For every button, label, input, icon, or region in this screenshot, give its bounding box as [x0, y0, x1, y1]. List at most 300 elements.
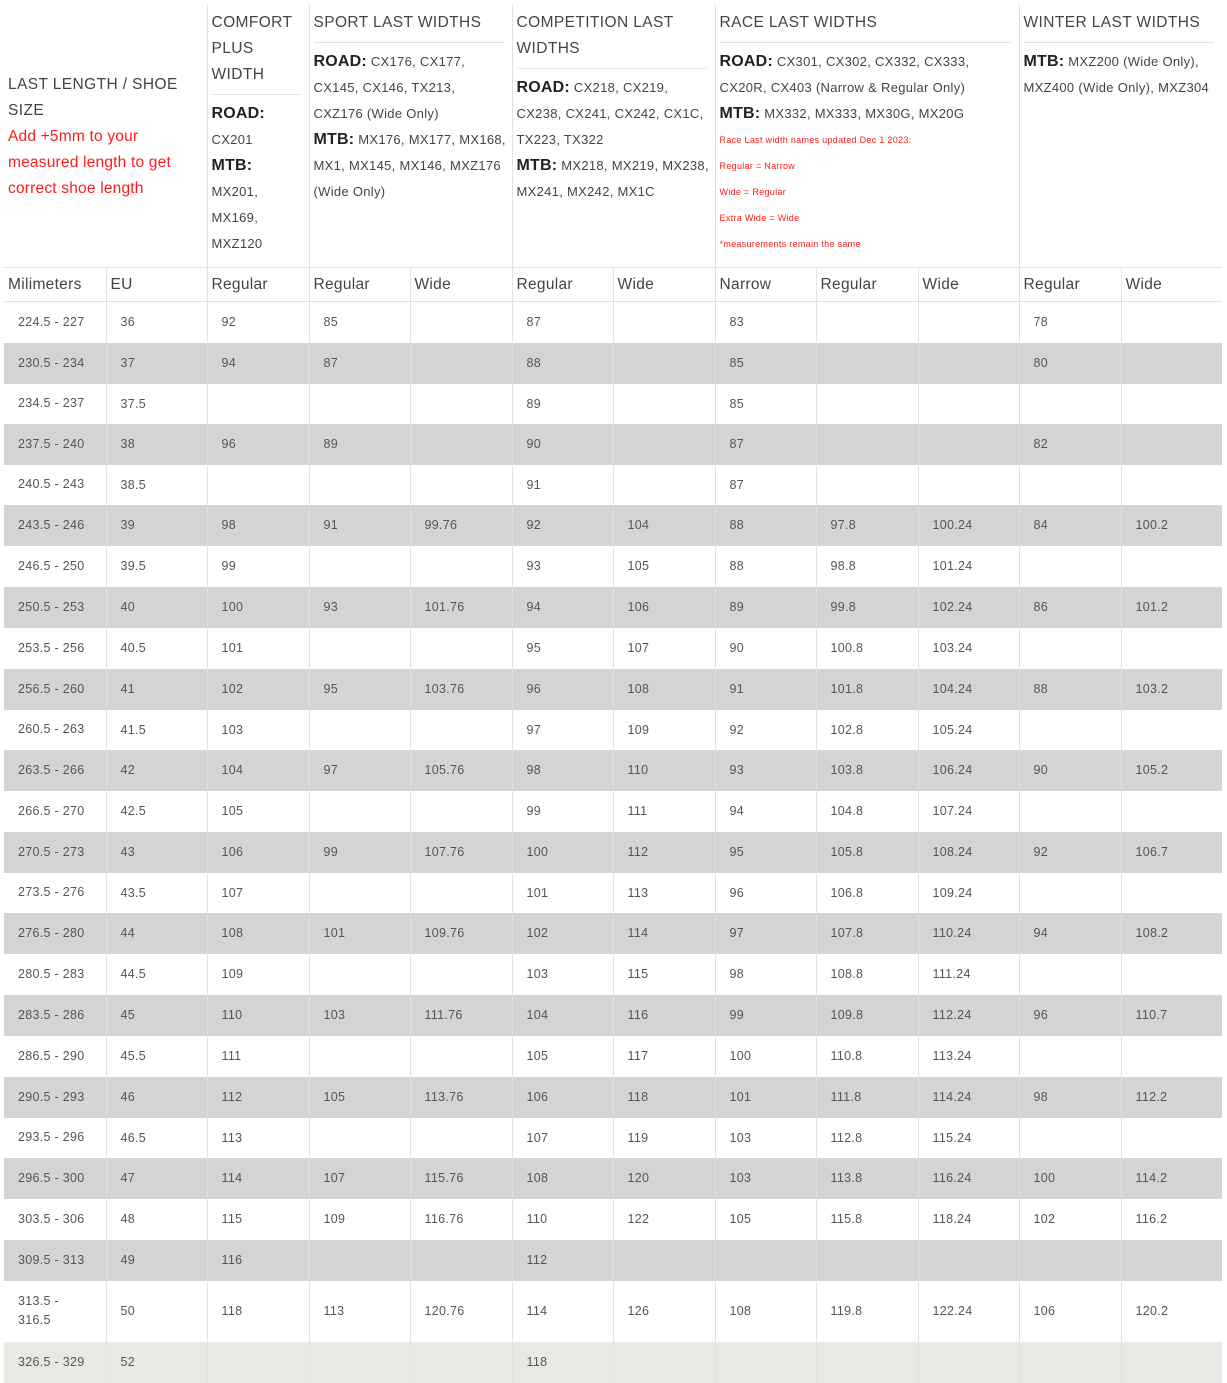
table-cell — [410, 1240, 512, 1281]
table-row — [4, 791, 1222, 832]
table-cell: 95 — [512, 628, 613, 669]
table-cell: 113 — [207, 1118, 309, 1158]
table-cell: 48 — [106, 1199, 207, 1240]
table-cell: 105 — [715, 1199, 816, 1240]
table-cell: 111.24 — [918, 954, 1019, 995]
table-cell: 93 — [715, 750, 816, 791]
table-cell: 39.5 — [106, 546, 207, 587]
table-cell — [1121, 546, 1222, 587]
table-cell: 45.5 — [106, 1036, 207, 1077]
table-cell: 110.24 — [918, 913, 1019, 954]
table-cell: 87 — [309, 343, 410, 384]
table-cell — [309, 710, 410, 750]
table-cell — [918, 343, 1019, 384]
table-cell: 120 — [613, 1158, 715, 1199]
competition-mtb-codes: MX218, MX219, MX238, MX241, MX242, MX1C — [516, 158, 709, 199]
table-cell: 105.76 — [410, 750, 512, 791]
table-cell: 41.5 — [106, 710, 207, 750]
table-row — [4, 1036, 1222, 1077]
table-cell: 98.8 — [816, 546, 918, 587]
table-row — [4, 587, 1222, 628]
table-cell: 97.8 — [816, 505, 918, 546]
table-cell: 111 — [613, 791, 715, 832]
table-cell — [1121, 424, 1222, 465]
table-cell: 107 — [613, 628, 715, 669]
table-cell: 106 — [207, 832, 309, 873]
table-cell: 46.5 — [106, 1118, 207, 1158]
table-cell: 116 — [207, 1240, 309, 1281]
table-cell — [410, 791, 512, 832]
table-cell: 114 — [512, 1281, 613, 1342]
race-header — [715, 4, 1019, 268]
table-cell — [410, 628, 512, 669]
table-cell: 94 — [207, 343, 309, 384]
table-cell — [410, 343, 512, 384]
table-cell — [918, 465, 1019, 505]
table-cell — [410, 302, 512, 343]
competition-road-codes: CX218, CX219, CX238, CX241, CX242, CX1C, TX223, TX322 — [516, 80, 704, 147]
comfort-header — [207, 4, 309, 268]
table-cell: 91 — [512, 465, 613, 505]
table-cell: 119.8 — [816, 1281, 918, 1342]
table-cell — [207, 465, 309, 505]
table-cell — [207, 384, 309, 424]
table-cell: 237.5 - 240 — [4, 424, 106, 465]
table-row — [4, 1281, 1222, 1342]
race-note: Wide = Regular — [719, 187, 787, 197]
table-cell — [309, 465, 410, 505]
table-cell: 100 — [207, 587, 309, 628]
table-cell: 96 — [207, 424, 309, 465]
table-cell: 243.5 - 246 — [4, 505, 106, 546]
table-cell: 99 — [309, 832, 410, 873]
table-row — [4, 1199, 1222, 1240]
table-cell: 246.5 - 250 — [4, 546, 106, 587]
table-cell — [1019, 1118, 1121, 1158]
race-road-label: ROAD: — [719, 53, 773, 70]
table-cell — [1019, 546, 1121, 587]
table-cell: 230.5 - 234 — [4, 343, 106, 384]
table-cell: 97 — [715, 913, 816, 954]
table-cell: 105 — [512, 1036, 613, 1077]
table-cell: 115.8 — [816, 1199, 918, 1240]
table-cell: 115 — [613, 954, 715, 995]
table-cell: 116 — [613, 995, 715, 1036]
table-cell: 106.8 — [816, 873, 918, 913]
table-cell: 103.8 — [816, 750, 918, 791]
table-row — [4, 384, 1222, 424]
table-cell: 103 — [207, 710, 309, 750]
table-cell: 103.2 — [1121, 669, 1222, 710]
table-cell: 114 — [613, 913, 715, 954]
table-cell: 91 — [309, 505, 410, 546]
table-cell — [1019, 1342, 1121, 1383]
table-cell: 250.5 - 253 — [4, 587, 106, 628]
table-cell — [613, 384, 715, 424]
table-cell: 110.8 — [816, 1036, 918, 1077]
table-row — [4, 913, 1222, 954]
table-cell: 240.5 - 243 — [4, 465, 106, 505]
table-cell: 98 — [1019, 1077, 1121, 1118]
table-cell: 45 — [106, 995, 207, 1036]
table-cell — [613, 465, 715, 505]
table-cell: 112.24 — [918, 995, 1019, 1036]
table-cell: 114.24 — [918, 1077, 1019, 1118]
table-cell: 105 — [309, 1077, 410, 1118]
table-cell — [410, 546, 512, 587]
race-road-codes: CX301, CX302, CX332, CX333, CX20R, CX403 (Narrow & Regular Only) — [719, 54, 970, 95]
table-row — [4, 1342, 1222, 1383]
table-cell: 86 — [1019, 587, 1121, 628]
comfort-title: COMFORT PLUS WIDTH — [212, 10, 301, 95]
table-cell — [816, 424, 918, 465]
race-note: Race Last width names updated Dec 1 2023: — [719, 135, 912, 145]
table-row — [4, 832, 1222, 873]
table-cell: 96 — [512, 669, 613, 710]
table-cell: 104 — [512, 995, 613, 1036]
table-cell: 100.2 — [1121, 505, 1222, 546]
table-cell — [1121, 465, 1222, 505]
table-cell — [410, 1036, 512, 1077]
table-cell: 270.5 - 273 — [4, 832, 106, 873]
table-cell: 113.76 — [410, 1077, 512, 1118]
table-cell: 104 — [613, 505, 715, 546]
table-cell — [715, 1342, 816, 1383]
table-cell — [1121, 343, 1222, 384]
table-cell — [1121, 384, 1222, 424]
table-cell: 112 — [512, 1240, 613, 1281]
table-cell: 102.8 — [816, 710, 918, 750]
table-cell — [1121, 954, 1222, 995]
table-cell — [918, 1240, 1019, 1281]
table-row — [4, 424, 1222, 465]
table-cell: 280.5 - 283 — [4, 954, 106, 995]
table-cell: 94 — [512, 587, 613, 628]
table-cell: 103 — [715, 1158, 816, 1199]
table-cell: 85 — [715, 343, 816, 384]
race-note: *measurements remain the same — [719, 239, 861, 249]
race-note: Regular = Narrow — [719, 161, 796, 171]
race-mtb-codes: MX332, MX333, MX30G, MX20G — [764, 106, 965, 121]
column-header: Wide — [918, 268, 1019, 302]
table-cell: 107.24 — [918, 791, 1019, 832]
table-cell: 104.8 — [816, 791, 918, 832]
table-cell — [715, 1240, 816, 1281]
sport-header — [309, 4, 512, 268]
group-header-row — [4, 4, 1222, 268]
table-cell: 87 — [715, 465, 816, 505]
table-cell: 108 — [207, 913, 309, 954]
table-cell: 122.24 — [918, 1281, 1019, 1342]
table-cell: 40.5 — [106, 628, 207, 669]
race-title: RACE LAST WIDTHS — [720, 10, 1011, 43]
table-cell — [613, 1240, 715, 1281]
winter-mtb-codes: MXZ200 (Wide Only), MXZ400 (Wide Only), MXZ304 — [1023, 54, 1210, 95]
table-cell — [918, 302, 1019, 343]
table-cell: 283.5 - 286 — [4, 995, 106, 1036]
table-cell: 108 — [715, 1281, 816, 1342]
table-cell — [918, 384, 1019, 424]
table-cell: 112 — [613, 832, 715, 873]
table-cell: 103.24 — [918, 628, 1019, 669]
table-cell: 80 — [1019, 343, 1121, 384]
table-cell: 309.5 - 313 — [4, 1240, 106, 1281]
table-cell: 103 — [512, 954, 613, 995]
column-header: EU — [106, 268, 207, 302]
column-header: Wide — [1121, 268, 1222, 302]
table-cell — [1019, 954, 1121, 995]
table-cell: 104 — [207, 750, 309, 791]
table-cell: 52 — [106, 1342, 207, 1383]
race-note: Extra Wide = Wide — [719, 213, 800, 223]
table-cell: 93 — [309, 587, 410, 628]
table-cell: 106.24 — [918, 750, 1019, 791]
table-cell: 96 — [715, 873, 816, 913]
table-cell: 116.24 — [918, 1158, 1019, 1199]
table-cell: 89 — [512, 384, 613, 424]
table-row — [4, 1118, 1222, 1158]
table-cell — [1019, 465, 1121, 505]
table-row — [4, 669, 1222, 710]
table-cell — [816, 302, 918, 343]
table-cell — [1019, 873, 1121, 913]
table-cell: 90 — [512, 424, 613, 465]
table-cell: 50 — [106, 1281, 207, 1342]
table-row — [4, 465, 1222, 505]
table-cell: 105.8 — [816, 832, 918, 873]
table-cell — [309, 1118, 410, 1158]
table-cell: 46 — [106, 1077, 207, 1118]
table-cell: 113.24 — [918, 1036, 1019, 1077]
table-cell: 110 — [207, 995, 309, 1036]
table-cell: 108 — [512, 1158, 613, 1199]
table-cell: 104.24 — [918, 669, 1019, 710]
table-cell: 293.5 - 296 — [4, 1118, 106, 1158]
table-cell: 89 — [309, 424, 410, 465]
table-cell: 99.8 — [816, 587, 918, 628]
table-cell: 112.2 — [1121, 1077, 1222, 1118]
table-cell: 82 — [1019, 424, 1121, 465]
table-cell: 44 — [106, 913, 207, 954]
table-cell: 101 — [512, 873, 613, 913]
table-cell: 106 — [512, 1077, 613, 1118]
table-cell: 96 — [1019, 995, 1121, 1036]
table-cell: 103.76 — [410, 669, 512, 710]
table-cell: 93 — [512, 546, 613, 587]
table-cell: 126 — [613, 1281, 715, 1342]
table-cell: 105.24 — [918, 710, 1019, 750]
table-cell — [613, 302, 715, 343]
table-cell: 99 — [207, 546, 309, 587]
last-length-note: Add +5mm to your measured length to get correct shoe length — [8, 128, 171, 197]
table-cell: 98 — [512, 750, 613, 791]
table-cell: 40 — [106, 587, 207, 628]
column-header: Wide — [613, 268, 715, 302]
table-row — [4, 710, 1222, 750]
table-cell: 49 — [106, 1240, 207, 1281]
table-cell: 120.2 — [1135, 1304, 1169, 1318]
table-cell: 108.2 — [1121, 913, 1222, 954]
table-cell: 85 — [715, 384, 816, 424]
column-header: Regular — [816, 268, 918, 302]
table-cell: 118 — [207, 1281, 309, 1342]
table-cell: 87 — [715, 424, 816, 465]
table-cell: 118 — [512, 1342, 613, 1383]
table-cell — [309, 954, 410, 995]
size-table — [4, 4, 1222, 1383]
table-cell — [613, 343, 715, 384]
table-cell: 109.8 — [816, 995, 918, 1036]
table-cell — [410, 1342, 512, 1383]
comfort-mtb-label: MTB: — [211, 157, 253, 174]
table-cell: 95 — [715, 832, 816, 873]
table-cell: 102 — [1019, 1199, 1121, 1240]
table-cell: 109.24 — [918, 873, 1019, 913]
table-cell: 36 — [106, 302, 207, 343]
table-cell: 111.76 — [410, 995, 512, 1036]
table-cell: 117 — [613, 1036, 715, 1077]
table-row — [4, 954, 1222, 995]
table-cell — [309, 1342, 410, 1383]
table-cell: 107 — [309, 1158, 410, 1199]
table-row — [4, 546, 1222, 587]
competition-title: COMPETITION LAST WIDTHS — [517, 10, 707, 69]
table-cell — [309, 1036, 410, 1077]
table-cell: 99 — [512, 791, 613, 832]
table-cell: 94 — [715, 791, 816, 832]
table-cell: 88 — [715, 505, 816, 546]
sport-road-codes: CX176, CX177, CX145, CX146, TX213, CXZ176 (Wide Only) — [313, 54, 466, 121]
table-cell: 42.5 — [106, 791, 207, 832]
table-cell: 98 — [715, 954, 816, 995]
table-cell: 234.5 - 237 — [4, 384, 106, 424]
comfort-road-label: ROAD: — [211, 105, 265, 122]
table-cell: 97 — [309, 750, 410, 791]
table-cell: 94 — [1019, 913, 1121, 954]
table-cell: 326.5 - 329 — [4, 1342, 106, 1383]
table-cell — [309, 873, 410, 913]
table-cell — [410, 1118, 512, 1158]
shoe-size-chart — [4, 4, 1222, 1383]
table-cell: 224.5 - 227 — [4, 302, 106, 343]
sport-road-label: ROAD: — [313, 53, 367, 70]
table-cell: 101.24 — [918, 546, 1019, 587]
table-cell — [816, 1240, 918, 1281]
table-cell: 100 — [512, 832, 613, 873]
table-cell: 37 — [106, 343, 207, 384]
table-cell: 116.2 — [1135, 1212, 1168, 1226]
table-cell — [1019, 1240, 1121, 1281]
table-cell: 260.5 - 263 — [4, 710, 106, 750]
table-cell: 109 — [207, 954, 309, 995]
table-cell: 87 — [512, 302, 613, 343]
table-cell: 91 — [715, 669, 816, 710]
table-cell: 118 — [613, 1077, 715, 1118]
table-cell: 103 — [309, 995, 410, 1036]
table-cell: 39 — [106, 505, 207, 546]
table-cell: 92 — [715, 710, 816, 750]
table-cell: 90 — [1019, 750, 1121, 791]
table-cell: 110 — [613, 750, 715, 791]
table-cell: 108.24 — [918, 832, 1019, 873]
table-cell: 110 — [512, 1199, 613, 1240]
table-cell: 38 — [106, 424, 207, 465]
table-cell: 107.76 — [410, 832, 512, 873]
table-cell — [613, 424, 715, 465]
table-row — [4, 995, 1222, 1036]
table-cell: 101.2 — [1121, 587, 1222, 628]
table-cell: 37.5 — [106, 384, 207, 424]
table-cell: 118.24 — [918, 1199, 1019, 1240]
table-cell — [816, 465, 918, 505]
table-cell: 78 — [1019, 302, 1121, 343]
table-cell — [1121, 791, 1222, 832]
competition-road-label: ROAD: — [516, 79, 570, 96]
table-cell — [1019, 628, 1121, 669]
table-cell — [410, 710, 512, 750]
table-cell — [1121, 302, 1222, 343]
table-row — [4, 628, 1222, 669]
winter-header — [1019, 4, 1222, 268]
table-row — [4, 343, 1222, 384]
table-cell — [1019, 710, 1121, 750]
table-cell: 102 — [207, 669, 309, 710]
table-cell — [1121, 1118, 1222, 1158]
table-cell: 43.5 — [106, 873, 207, 913]
table-cell: 113 — [613, 873, 715, 913]
table-cell — [410, 424, 512, 465]
table-cell: 108 — [613, 669, 715, 710]
table-cell: 106 — [613, 587, 715, 628]
table-cell — [816, 384, 918, 424]
table-cell: 111.8 — [816, 1077, 918, 1118]
table-cell: 114 — [207, 1158, 309, 1199]
table-cell: 109 — [309, 1199, 410, 1240]
table-cell: 122 — [613, 1199, 715, 1240]
table-cell: 95 — [309, 669, 410, 710]
table-cell — [410, 873, 512, 913]
table-cell — [1019, 791, 1121, 832]
table-cell: 112 — [207, 1077, 309, 1118]
table-cell: 113 — [309, 1281, 410, 1342]
table-cell: 109.76 — [410, 913, 512, 954]
table-cell — [1121, 628, 1222, 669]
table-cell: 114.2 — [1121, 1158, 1222, 1199]
table-cell — [309, 1240, 410, 1281]
table-cell: 101 — [309, 913, 410, 954]
table-cell — [410, 954, 512, 995]
table-cell: 42 — [106, 750, 207, 791]
table-cell: 98 — [207, 505, 309, 546]
table-row — [4, 1158, 1222, 1199]
table-cell: 41 — [106, 669, 207, 710]
table-cell: 99 — [715, 995, 816, 1036]
table-cell: 100.8 — [816, 628, 918, 669]
comfort-mtb-codes: MX201, MX169, MXZ120 — [211, 184, 263, 251]
column-header: Milimeters — [4, 268, 106, 302]
winter-mtb-label: MTB: — [1023, 53, 1065, 70]
table-cell: 84 — [1019, 505, 1121, 546]
table-cell — [410, 384, 512, 424]
column-header: Narrow — [715, 268, 816, 302]
table-cell — [309, 791, 410, 832]
last-length-title: LAST LENGTH / SHOE SIZE — [8, 76, 178, 119]
table-cell: 38.5 — [106, 465, 207, 505]
table-cell: 100.24 — [918, 505, 1019, 546]
table-cell: 111 — [207, 1036, 309, 1077]
table-cell: 97 — [512, 710, 613, 750]
sport-mtb-label: MTB: — [313, 131, 355, 148]
